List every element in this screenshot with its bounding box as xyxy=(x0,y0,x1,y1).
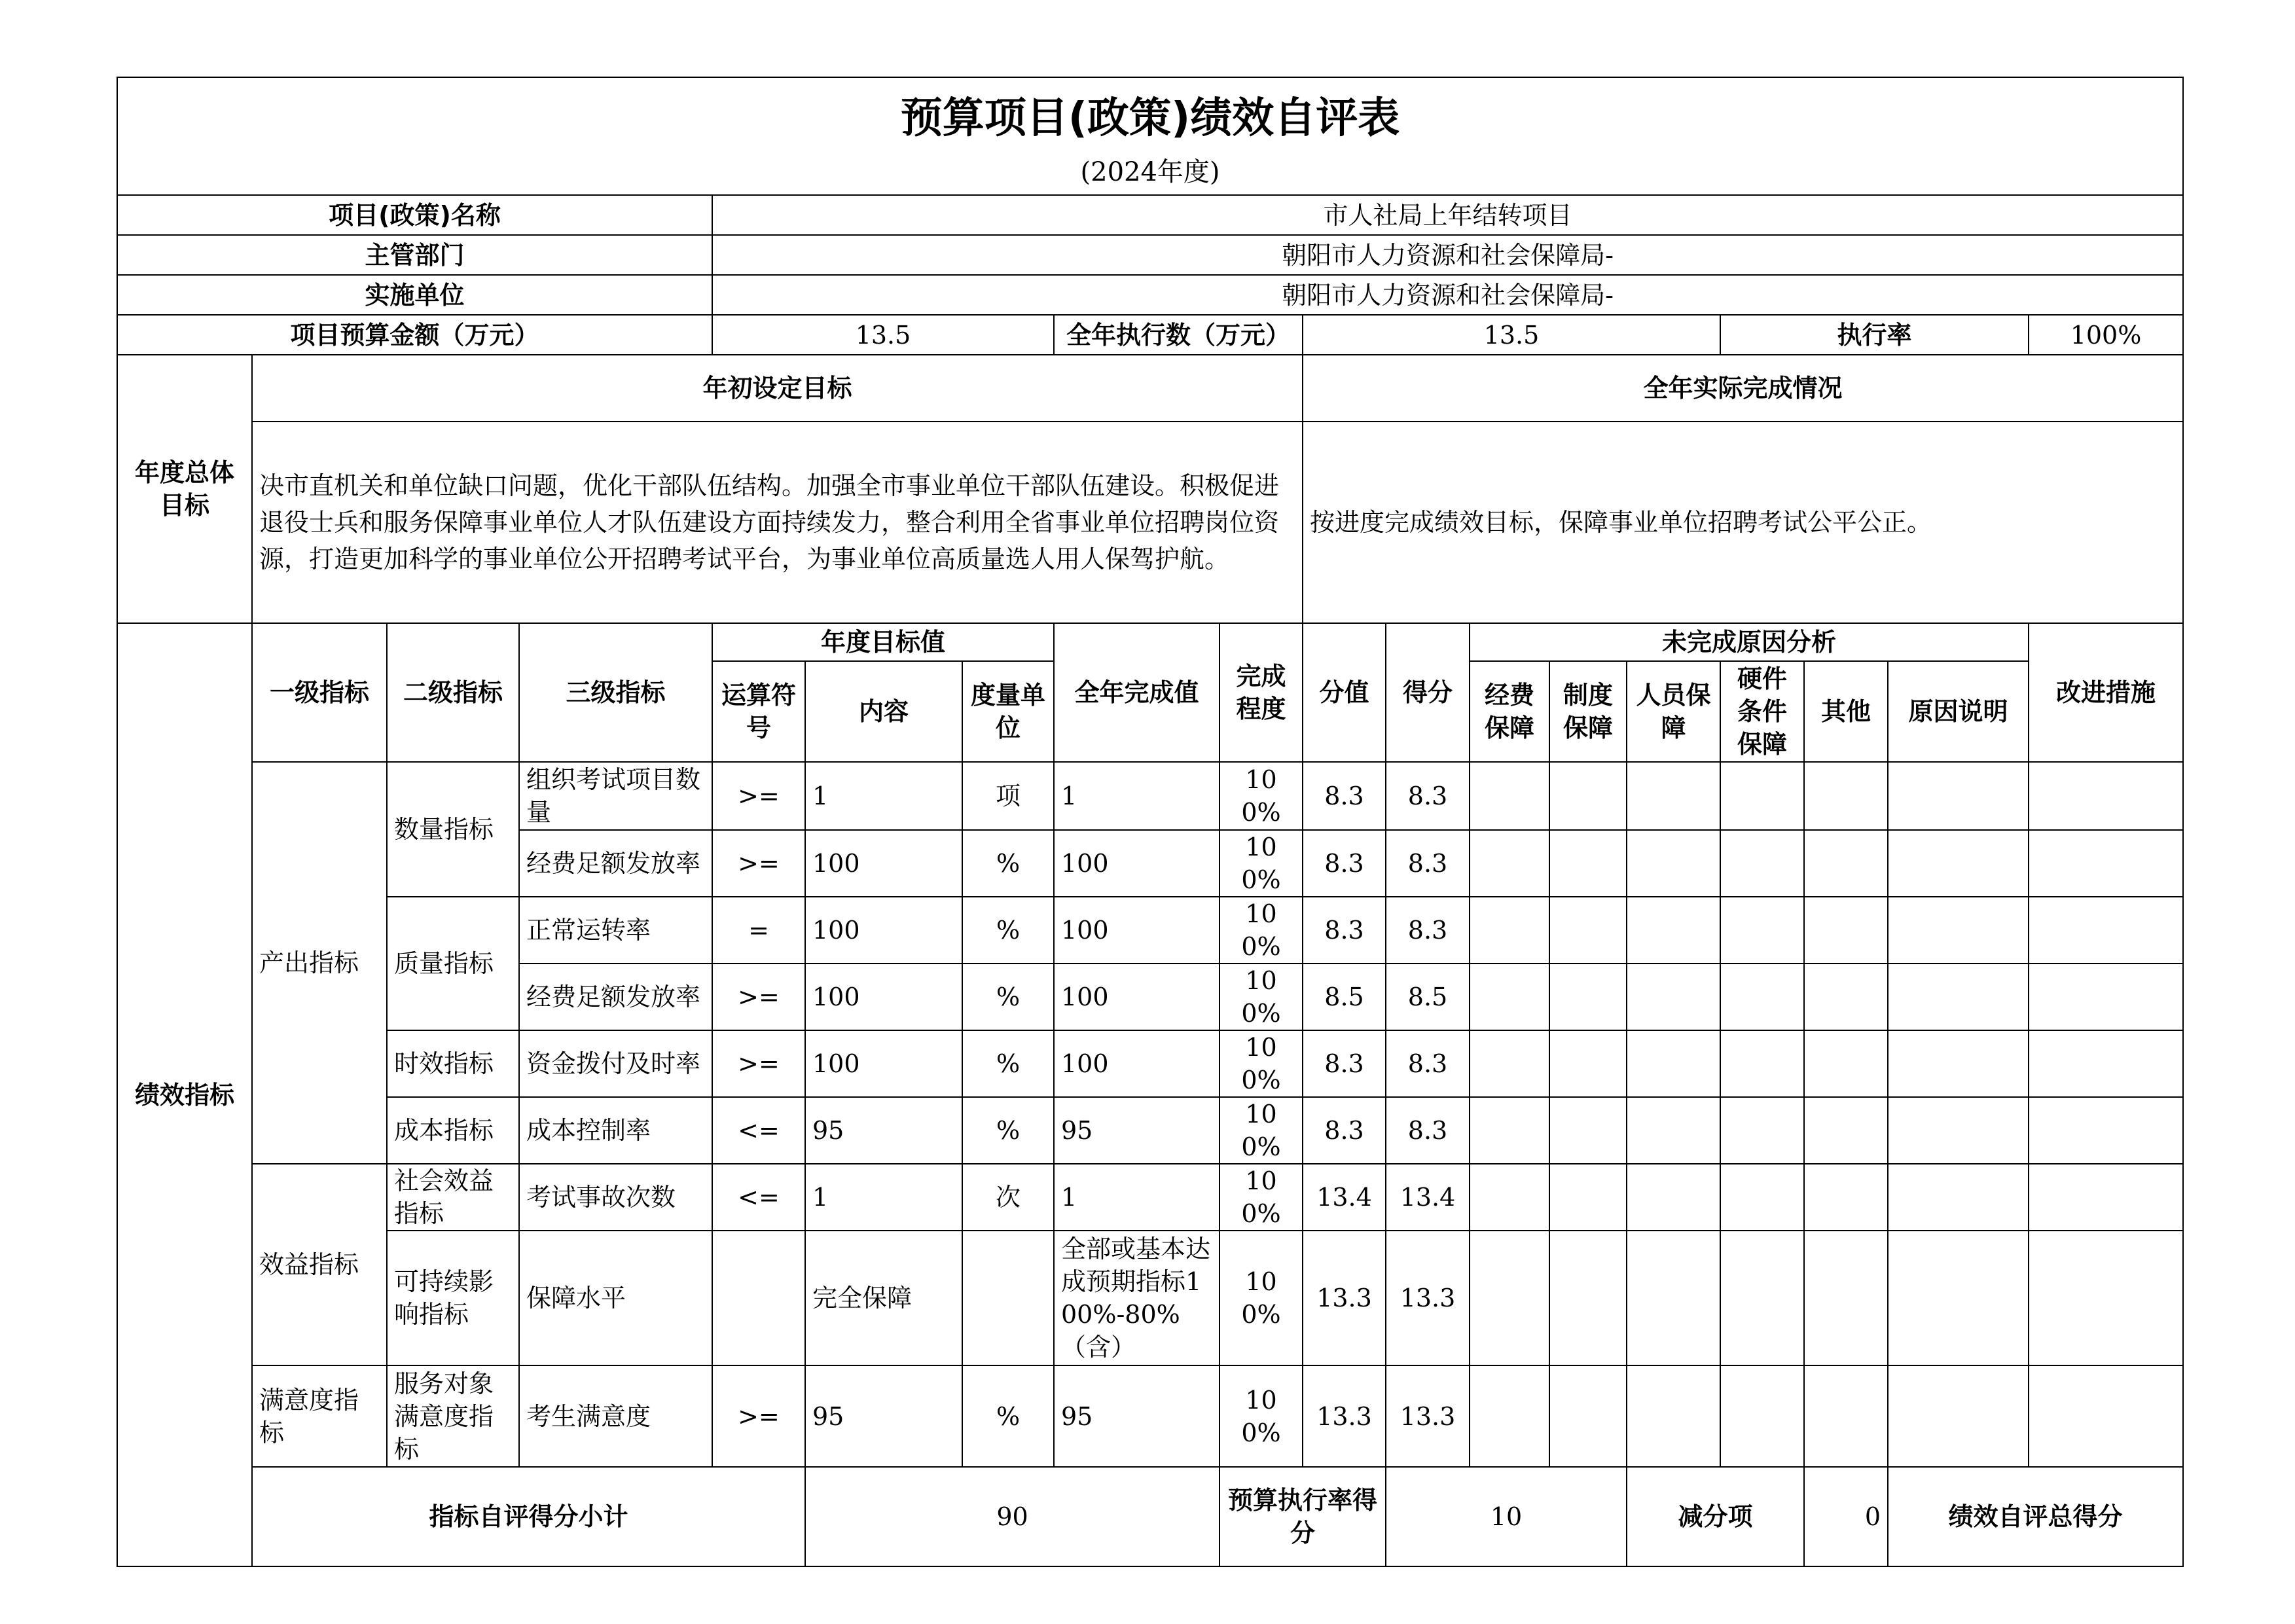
group-output: 产出指标 xyxy=(252,762,387,1164)
perf-section-label: 绩效指标 xyxy=(117,623,252,1566)
row-actual: 95 xyxy=(1054,1365,1220,1467)
rate-value: 100% xyxy=(2029,315,2183,355)
unit-value: 朝阳市人力资源和社会保障局- xyxy=(712,275,2183,315)
col-reason-hardware: 硬件条件保障 xyxy=(1720,661,1804,762)
executed-label: 全年执行数（万元） xyxy=(1054,315,1303,355)
subtotal-label: 指标自评得分小计 xyxy=(252,1467,805,1566)
title-cell xyxy=(117,77,2183,195)
subgroup-quality: 质量指标 xyxy=(387,897,519,1030)
col-actual: 全年完成值 xyxy=(1054,623,1220,762)
row-content: 100 xyxy=(805,830,962,897)
row-content: 100 xyxy=(805,897,962,964)
table-row xyxy=(117,897,2183,964)
subgroup-service: 服务对象满意度指标 xyxy=(387,1365,519,1467)
row-unit: 次 xyxy=(962,1164,1054,1231)
row-name: 经费足额发放率 xyxy=(519,964,712,1030)
row-value: 8.3 xyxy=(1303,1097,1386,1164)
col-score-value: 分值 xyxy=(1303,623,1386,762)
row-value: 13.3 xyxy=(1303,1365,1386,1467)
row-completion: 100% xyxy=(1220,830,1303,897)
row-name: 保障水平 xyxy=(519,1231,712,1365)
row-op xyxy=(712,1231,805,1365)
group-satisfaction: 满意度指标 xyxy=(252,1365,387,1467)
set-goal-text: 决市直机关和单位缺口问题，优化干部队伍结构。加强全市事业单位干部队伍建设。积极促进退役士兵和服务保障事业单位人才队伍建设方面持续发力，整合利用全省事业单位招聘岗位资源，打造更加科学的事业单位公开招聘考试平台，为事业单位高质量选人用人保驾护航。 xyxy=(252,422,1303,623)
row-score: 8.3 xyxy=(1386,1030,1470,1097)
row-value: 8.3 xyxy=(1303,830,1386,897)
row-score: 13.3 xyxy=(1386,1365,1470,1467)
self-evaluation-sheet xyxy=(117,77,2182,1567)
budget-score-label: 预算执行率得分 xyxy=(1220,1467,1386,1566)
row-score: 8.3 xyxy=(1386,830,1470,897)
unit-label: 实施单位 xyxy=(117,275,712,315)
row-name: 考生满意度 xyxy=(519,1365,712,1467)
row-completion: 100% xyxy=(1220,1030,1303,1097)
budget-label: 项目预算金额（万元） xyxy=(117,315,712,355)
set-goal-header: 年初设定目标 xyxy=(252,355,1303,422)
dept-label: 主管部门 xyxy=(117,235,712,275)
row-op: >= xyxy=(712,830,805,897)
table-row xyxy=(117,1365,2183,1467)
row-score: 8.3 xyxy=(1386,762,1470,830)
row-name: 经费足额发放率 xyxy=(519,830,712,897)
col-level3: 三级指标 xyxy=(519,623,712,762)
row-content: 完全保障 xyxy=(805,1231,962,1365)
budget-score-value: 10 xyxy=(1386,1467,1627,1566)
col-reason-other: 其他 xyxy=(1804,661,1888,762)
subgroup-quantity: 数量指标 xyxy=(387,762,519,897)
col-reason-explain: 原因说明 xyxy=(1888,661,2029,762)
col-target-group: 年度目标值 xyxy=(712,623,1054,661)
dept-value: 朝阳市人力资源和社会保障局- xyxy=(712,235,2183,275)
col-level1: 一级指标 xyxy=(252,623,387,762)
table-row xyxy=(117,1164,2183,1231)
row-actual: 100 xyxy=(1054,964,1220,1030)
row-content: 100 xyxy=(805,964,962,1030)
table-row xyxy=(117,1231,2183,1365)
table-row xyxy=(117,762,2183,830)
row-content: 100 xyxy=(805,1030,962,1097)
row-unit xyxy=(962,1231,1054,1365)
deduct-value: 0 xyxy=(1804,1467,1888,1566)
row-op: >= xyxy=(712,964,805,1030)
row-name: 组织考试项目数量 xyxy=(519,762,712,830)
col-improve: 改进措施 xyxy=(2029,623,2183,762)
row-name: 资金拨付及时率 xyxy=(519,1030,712,1097)
row-op: >= xyxy=(712,1365,805,1467)
row-actual: 全部或基本达成预期指标100%-80%（含） xyxy=(1054,1231,1220,1365)
row-score: 8.3 xyxy=(1386,897,1470,964)
row-completion: 100% xyxy=(1220,964,1303,1030)
table-row xyxy=(117,1097,2183,1164)
subtotal-value: 90 xyxy=(805,1467,1220,1566)
actual-goal-text: 按进度完成绩效目标，保障事业单位招聘考试公平公正。 xyxy=(1303,422,2183,623)
row-score: 8.5 xyxy=(1386,964,1470,1030)
subgroup-timeliness: 时效指标 xyxy=(387,1030,519,1097)
subgroup-sustain: 可持续影响指标 xyxy=(387,1231,519,1365)
row-value: 8.3 xyxy=(1303,1030,1386,1097)
col-reason-group: 未完成原因分析 xyxy=(1470,623,2029,661)
row-unit: % xyxy=(962,1365,1054,1467)
page-subtitle: (2024年度) xyxy=(1080,157,1220,187)
subgroup-social: 社会效益指标 xyxy=(387,1164,519,1231)
col-reason-fund: 经费保障 xyxy=(1470,661,1549,762)
page-title: 预算项目(政策)绩效自评表 xyxy=(900,94,1400,143)
row-actual: 95 xyxy=(1054,1097,1220,1164)
row-value: 8.3 xyxy=(1303,762,1386,830)
row-unit: % xyxy=(962,897,1054,964)
col-reason-system: 制度保障 xyxy=(1549,661,1627,762)
row-op: = xyxy=(712,897,805,964)
row-unit: 项 xyxy=(962,762,1054,830)
row-completion: 100% xyxy=(1220,1231,1303,1365)
col-content: 内容 xyxy=(805,661,962,762)
group-benefit: 效益指标 xyxy=(252,1164,387,1365)
col-op: 运算符号 xyxy=(712,661,805,762)
row-completion: 100% xyxy=(1220,897,1303,964)
row-op: <= xyxy=(712,1097,805,1164)
evaluation-table xyxy=(117,77,2184,1567)
row-score: 8.3 xyxy=(1386,1097,1470,1164)
project-name-value: 市人社局上年结转项目 xyxy=(712,195,2183,235)
deduct-label: 减分项 xyxy=(1627,1467,1804,1566)
col-level2: 二级指标 xyxy=(387,623,519,762)
row-actual: 1 xyxy=(1054,762,1220,830)
row-value: 13.3 xyxy=(1303,1231,1386,1365)
row-actual: 100 xyxy=(1054,1030,1220,1097)
row-name: 成本控制率 xyxy=(519,1097,712,1164)
row-value: 13.4 xyxy=(1303,1164,1386,1231)
row-unit: % xyxy=(962,1030,1054,1097)
budget-value: 13.5 xyxy=(712,315,1054,355)
row-score: 13.3 xyxy=(1386,1231,1470,1365)
row-completion: 100% xyxy=(1220,1097,1303,1164)
row-value: 8.3 xyxy=(1303,897,1386,964)
row-score: 13.4 xyxy=(1386,1164,1470,1231)
row-content: 95 xyxy=(805,1365,962,1467)
row-content: 95 xyxy=(805,1097,962,1164)
col-score: 得分 xyxy=(1386,623,1470,762)
project-name-label: 项目(政策)名称 xyxy=(117,195,712,235)
row-completion: 100% xyxy=(1220,1164,1303,1231)
row-completion: 100% xyxy=(1220,1365,1303,1467)
annual-goal-label: 年度总体目标 xyxy=(117,355,252,623)
row-actual: 100 xyxy=(1054,830,1220,897)
row-op: <= xyxy=(712,1164,805,1231)
row-name: 考试事故次数 xyxy=(519,1164,712,1231)
actual-goal-header: 全年实际完成情况 xyxy=(1303,355,2183,422)
col-completion: 完成程度 xyxy=(1220,623,1303,762)
rate-label: 执行率 xyxy=(1720,315,2029,355)
row-name: 正常运转率 xyxy=(519,897,712,964)
col-reason-staff: 人员保障 xyxy=(1627,661,1720,762)
row-unit: % xyxy=(962,964,1054,1030)
row-unit: % xyxy=(962,830,1054,897)
row-completion: 100% xyxy=(1220,762,1303,830)
row-content: 1 xyxy=(805,1164,962,1231)
row-op: >= xyxy=(712,762,805,830)
row-value: 8.5 xyxy=(1303,964,1386,1030)
row-op: >= xyxy=(712,1030,805,1097)
table-row xyxy=(117,1030,2183,1097)
row-content: 1 xyxy=(805,762,962,830)
total-label: 绩效自评总得分 xyxy=(1888,1467,2183,1566)
row-actual: 1 xyxy=(1054,1164,1220,1231)
row-unit: % xyxy=(962,1097,1054,1164)
subgroup-cost: 成本指标 xyxy=(387,1097,519,1164)
executed-value: 13.5 xyxy=(1303,315,1720,355)
row-actual: 100 xyxy=(1054,897,1220,964)
col-unit: 度量单位 xyxy=(962,661,1054,762)
